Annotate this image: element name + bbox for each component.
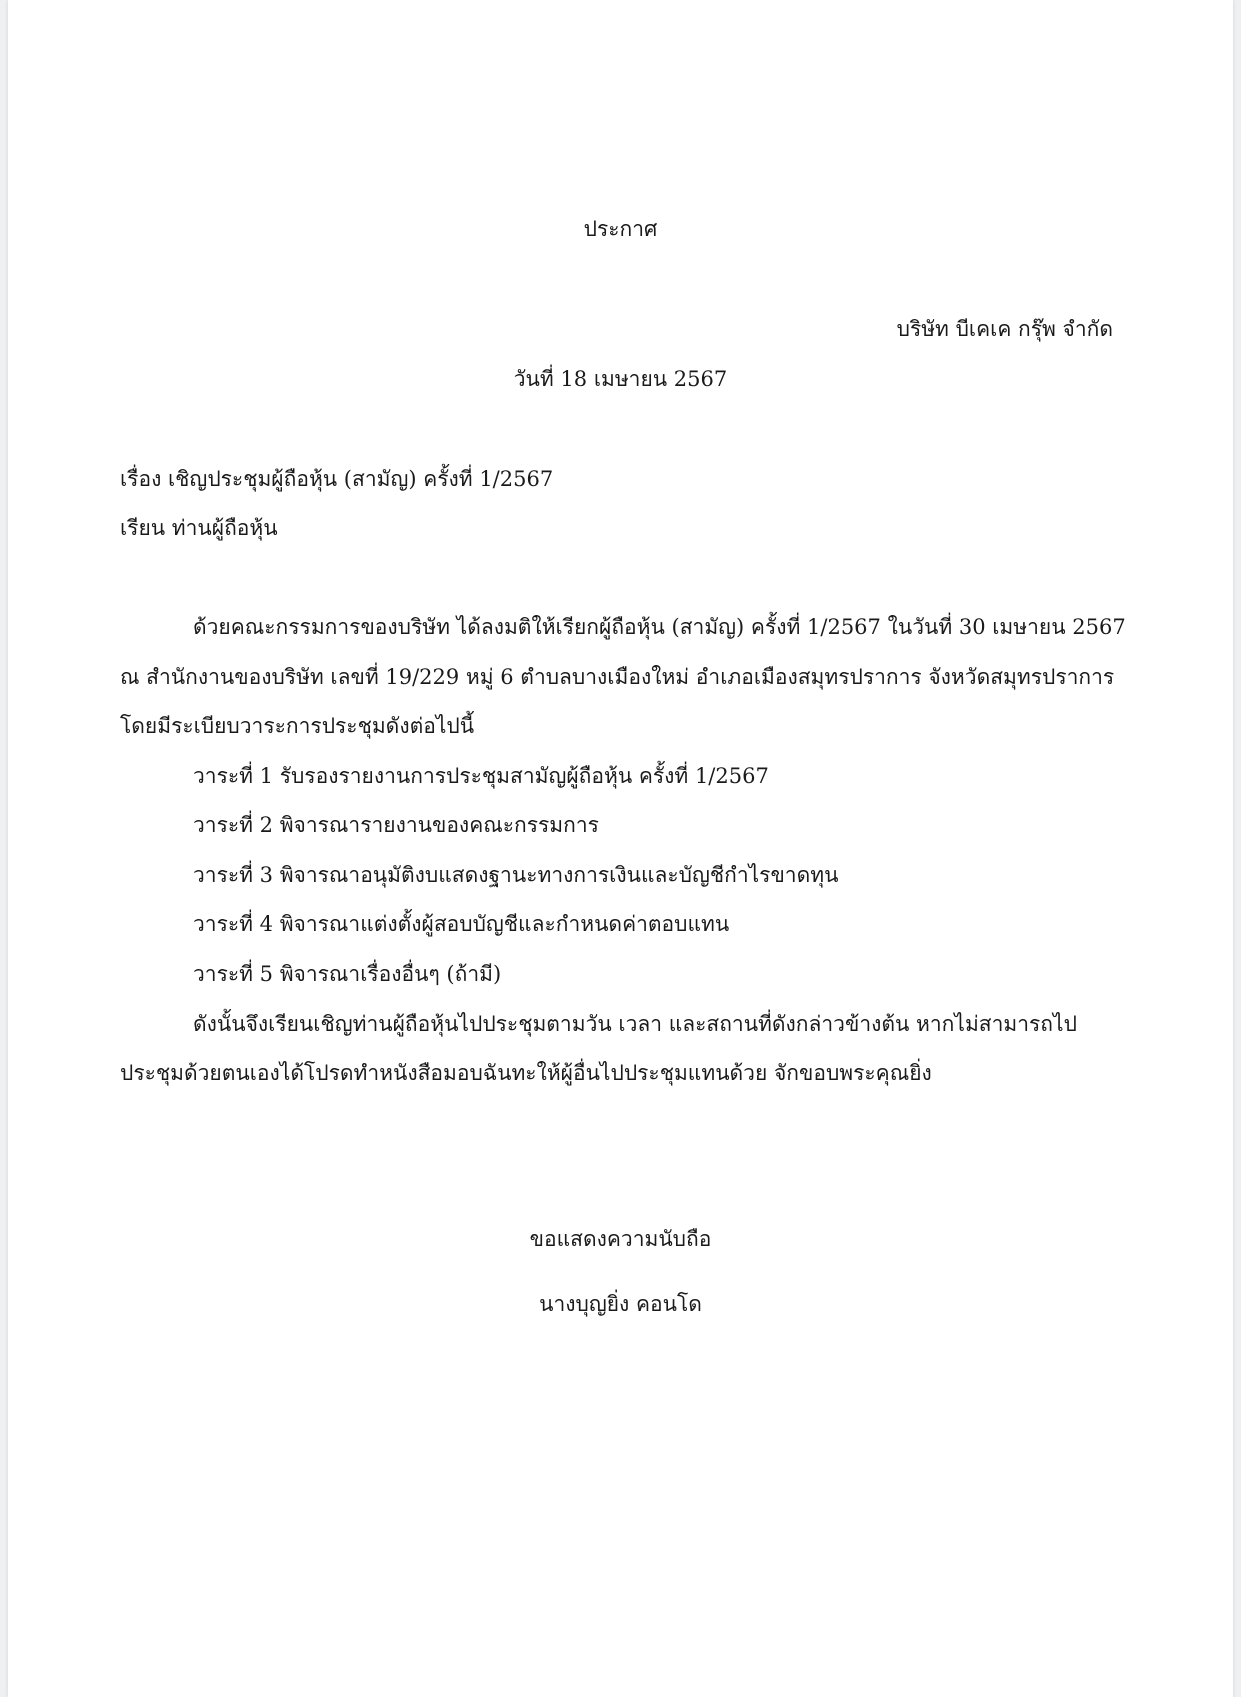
paragraph-1-line-2: ณ สำนักงานของบริษัท เลขที่ 19/229 หมู่ 6 ตำบลบางเมืองใหม่ อำเภอเมืองสมุทรปราการ จังหวัดสมุทรปราการ	[120, 665, 1115, 689]
subject-line: เรื่อง เชิญประชุมผู้ถือหุ้น (สามัญ) ครั้งที่ 1/2567	[120, 467, 554, 491]
agenda-item-2: วาระที่ 2 พิจารณารายงานของคณะกรรมการ	[193, 813, 599, 837]
document-title: ประกาศ	[583, 217, 658, 241]
agenda-item-5: วาระที่ 5 พิจารณาเรื่องอื่นๆ (ถ้ามี)	[193, 962, 502, 986]
paragraph-1-line-1: ด้วยคณะกรรมการของบริษัท ได้ลงมติให้เรียกผู้ถือหุ้น (สามัญ) ครั้งที่ 1/2567 ในวันที่ 30 เมษายน 2567	[193, 615, 1126, 639]
paragraph-1-line-3: โดยมีระเบียบวาระการประชุมดังต่อไปนี้	[120, 714, 475, 738]
agenda-item-1: วาระที่ 1 รับรองรายงานการประชุมสามัญผู้ถือหุ้น ครั้งที่ 1/2567	[193, 764, 769, 788]
signer-name: นางบุญยิ่ง คอนโด	[539, 1292, 702, 1316]
company-name: บริษัท บีเคเค กรุ๊พ จำกัด	[896, 317, 1113, 341]
agenda-item-4: วาระที่ 4 พิจารณาแต่งตั้งผู้สอบบัญชีและกำหนดค่าตอบแทน	[193, 912, 730, 936]
paragraph-2-line-2: ประชุมด้วยตนเองได้โปรดทำหนังสือมอบฉันทะให้ผู้อื่นไปประชุมแทนด้วย จักขอบพระคุณยิ่ง	[120, 1061, 932, 1085]
recipient-line: เรียน ท่านผู้ถือหุ้น	[120, 516, 278, 540]
document-page	[8, 0, 1233, 1697]
paragraph-2-line-1: ดังนั้นจึงเรียนเชิญท่านผู้ถือหุ้นไปประชุมตามวัน เวลา และสถานที่ดังกล่าวข้างต้น หากไม่สามารถไป	[193, 1012, 1077, 1036]
closing-phrase: ขอแสดงความนับถือ	[529, 1227, 712, 1251]
document-date: วันที่ 18 เมษายน 2567	[513, 367, 728, 391]
agenda-item-3: วาระที่ 3 พิจารณาอนุมัติงบแสดงฐานะทางการเงินและบัญชีกำไรขาดทุน	[193, 863, 839, 887]
